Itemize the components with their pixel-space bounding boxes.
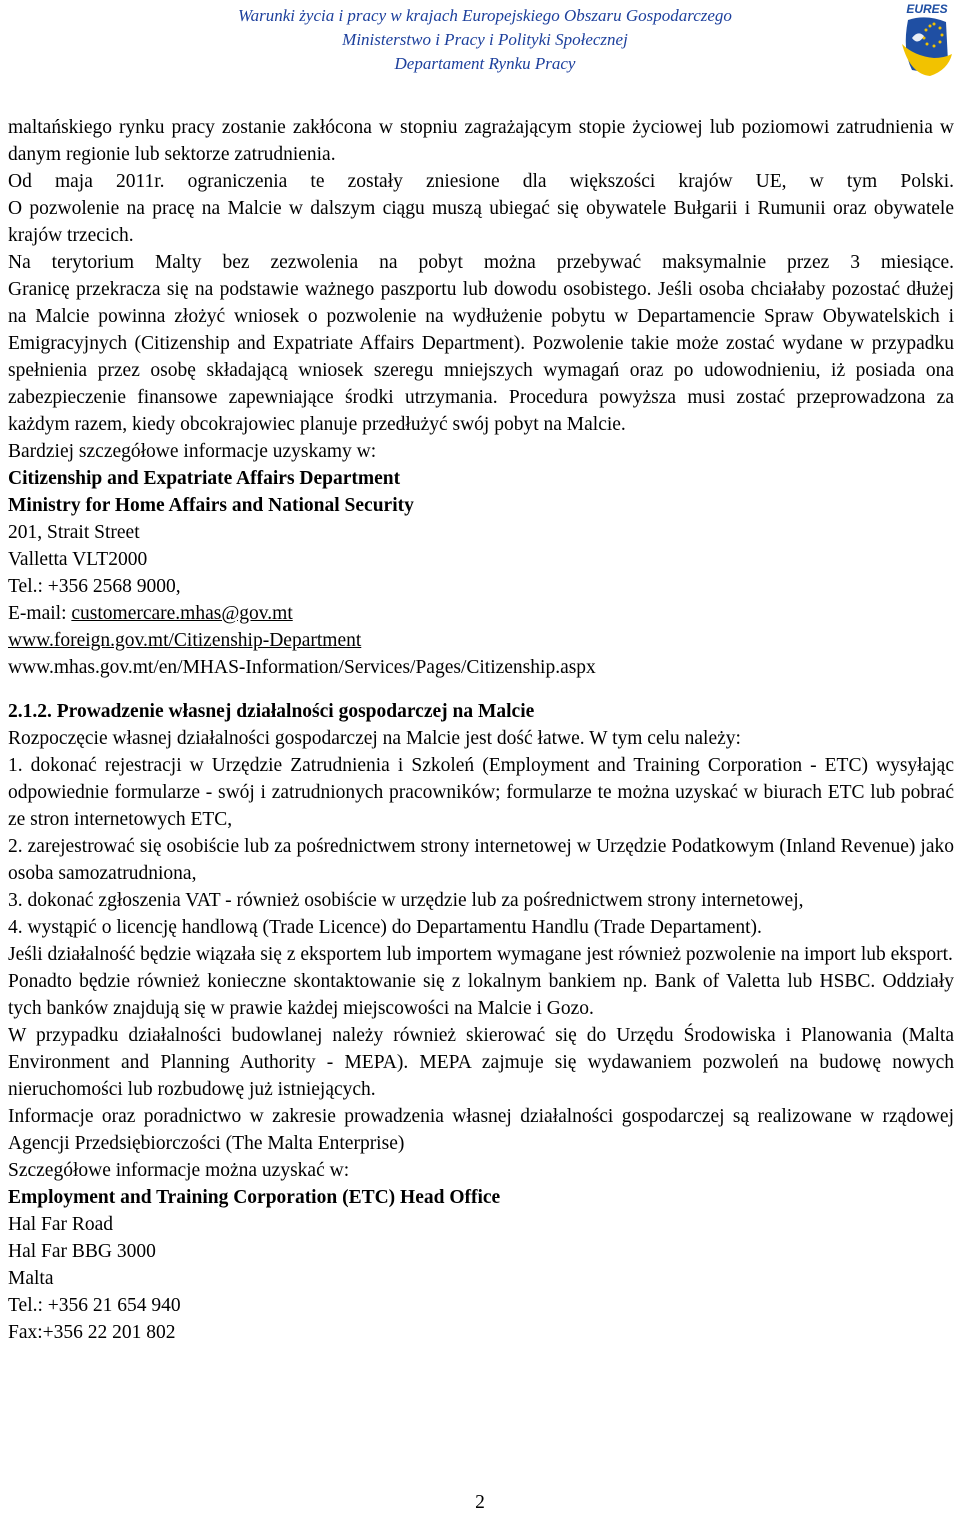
paragraph: Ponadto będzie również konieczne skontaktowanie się z lokalnym bankiem np. Bank of Valetta lub HSBC. Oddziały tych banków znajdują się w prawie każdej miejscowości na Malcie i Gozo. xyxy=(8,971,954,1019)
list-item: 1. dokonać rejestracji w Urzędzie Zatrudnienia i Szkoleń (Employment and Training Corporation - ETC) wysyłając odpowiednie formularze - swój i zatrudnionych pracowników; formularze te można uzyskać w biurach ETC lub pobrać ze stron internetowych ETC, xyxy=(8,755,954,830)
contact2-org-title: Employment and Training Corporation (ETC) Head Office xyxy=(8,1187,501,1208)
contact-org-title: Citizenship and Expatriate Affairs Department xyxy=(8,468,401,489)
eures-logo xyxy=(896,0,958,78)
email-link[interactable]: customercare.mhas@gov.mt xyxy=(71,603,293,624)
list-item: 2. zarejestrować się osobiście lub za pośrednictwem strony internetowej w Urzędzie Podatkowym (Inland Revenue) jako osoba samozatrudniona, xyxy=(8,836,954,884)
contact2-city: Hal Far BBG 3000 xyxy=(8,1241,156,1262)
paragraph: W przypadku działalności budowlanej należy również skierować się do Urzędu Środowiska i Planowania (Malta Environment and Planning Authority - MEPA). MEPA zajmuje się wydawaniem pozwoleń na budowę nowych nieruchomości lub rozbudowę już istniejących. xyxy=(8,1025,954,1100)
header-line-1: Warunki życia i pracy w krajach Europejskiego Obszaru Gospodarczego xyxy=(238,6,732,25)
section-heading: 2.1.2. Prowadzenie własnej działalności gospodarczej na Malcie xyxy=(8,701,535,722)
header-line-2: Ministerstwo i Pracy i Polityki Społecznej xyxy=(342,30,628,49)
contact2-phone: Tel.: +356 21 654 940 xyxy=(8,1295,181,1316)
paragraph: Rozpoczęcie własnej działalności gospodarczej na Malcie jest dość łatwe. W tym celu należy: xyxy=(8,728,741,749)
contact-org-name xyxy=(8,465,954,492)
mhas-url: www.mhas.gov.mt/en/MHAS-Information/Services/Pages/Citizenship.aspx xyxy=(8,657,596,678)
contact-email-line xyxy=(8,600,954,627)
email-label: E-mail: xyxy=(8,603,72,624)
contact-ministry xyxy=(8,492,954,519)
paragraph: Na terytorium Malty bez zezwolenia na pobyt można przebywać maksymalnie przez 3 miesiące. xyxy=(8,252,954,273)
paragraph: Granicę przekracza się na podstawie ważnego paszportu lub dowodu osobistego. Jeśli osoba chciałaby pozostać dłużej na Malcie powinna złożyć wniosek o pozwolenie na wydłużenie pobytu w Departamencie Spraw Obywatelskich i Emigracyjnych (Citizenship and Expatriate Affairs Department). Pozwolenie takie może zostać wydane w przypadku spełnienia przez osobę składającą wniosek szeregu mniejszych wymagań oraz po udowodnieniu, iż posiada ona zabezpieczenie finansowe zapewniające środki utrzymania. Procedura powyższa musi zostać przeprowadzona za każdym razem, kiedy obcokrajowiec planuje przedłużyć swój pobyt na Malcie. xyxy=(8,279,954,435)
contact-street: 201, Strait Street xyxy=(8,522,140,543)
contact-phone: Tel.: +356 2568 9000, xyxy=(8,576,181,597)
contact2-country: Malta xyxy=(8,1268,54,1289)
header-text xyxy=(185,4,785,76)
page-content xyxy=(8,114,954,1346)
contact2-street: Hal Far Road xyxy=(8,1214,114,1235)
paragraph: O pozwolenie na pracę na Malcie w dalszym ciągu muszą ubiegać się obywatele Bułgarii i Rumunii oraz obywatele krajów trzecich. xyxy=(8,198,954,246)
contact2-org xyxy=(8,1184,954,1211)
paragraph: Jeśli działalność będzie wiązała się z eksportem lub importem wymagane jest również pozwolenie na import lub eksport. xyxy=(8,944,953,965)
contact-link-line xyxy=(8,627,954,654)
contact-city: Valletta VLT2000 xyxy=(8,549,148,570)
header-line-3: Departament Rynku Pracy xyxy=(394,54,576,73)
list-item: 3. dokonać zgłoszenia VAT - również osobiście w urzędzie lub za pośrednictwem strony internetowej, xyxy=(8,890,804,911)
section-heading-line xyxy=(8,698,954,725)
citizenship-department-link[interactable]: www.foreign.gov.mt/Citizenship-Department xyxy=(8,630,362,651)
paragraph: Szczegółowe informacje można uzyskać w: xyxy=(8,1160,350,1181)
eures-logo-text: EURES xyxy=(906,2,948,16)
section-gap xyxy=(8,681,954,698)
paragraph: maltańskiego rynku pracy zostanie zakłócona w stopniu zagrażającym stopie życiowej lub poziomowi zatrudnienia w danym regionie lub sektorze zatrudnienia. xyxy=(8,117,954,165)
paragraph: Informacje oraz poradnictwo w zakresie prowadzenia własnej działalności gospodarczej są realizowane w rządowej Agencji Przedsiębiorczości (The Malta Enterprise) xyxy=(8,1106,954,1154)
paragraph: Od maja 2011r. ograniczenia te zostały zniesione dla większości krajów UE, w tym Polski. xyxy=(8,171,954,192)
contact2-fax: Fax:+356 22 201 802 xyxy=(8,1322,176,1343)
page-number: 2 xyxy=(475,1492,485,1513)
list-item: 4. wystąpić o licencję handlową (Trade Licence) do Departamentu Handlu (Trade Departament). xyxy=(8,917,762,938)
contact-ministry-title: Ministry for Home Affairs and National Security xyxy=(8,495,414,516)
page-header xyxy=(0,0,960,78)
paragraph: Bardziej szczegółowe informacje uzyskamy w: xyxy=(8,441,377,462)
